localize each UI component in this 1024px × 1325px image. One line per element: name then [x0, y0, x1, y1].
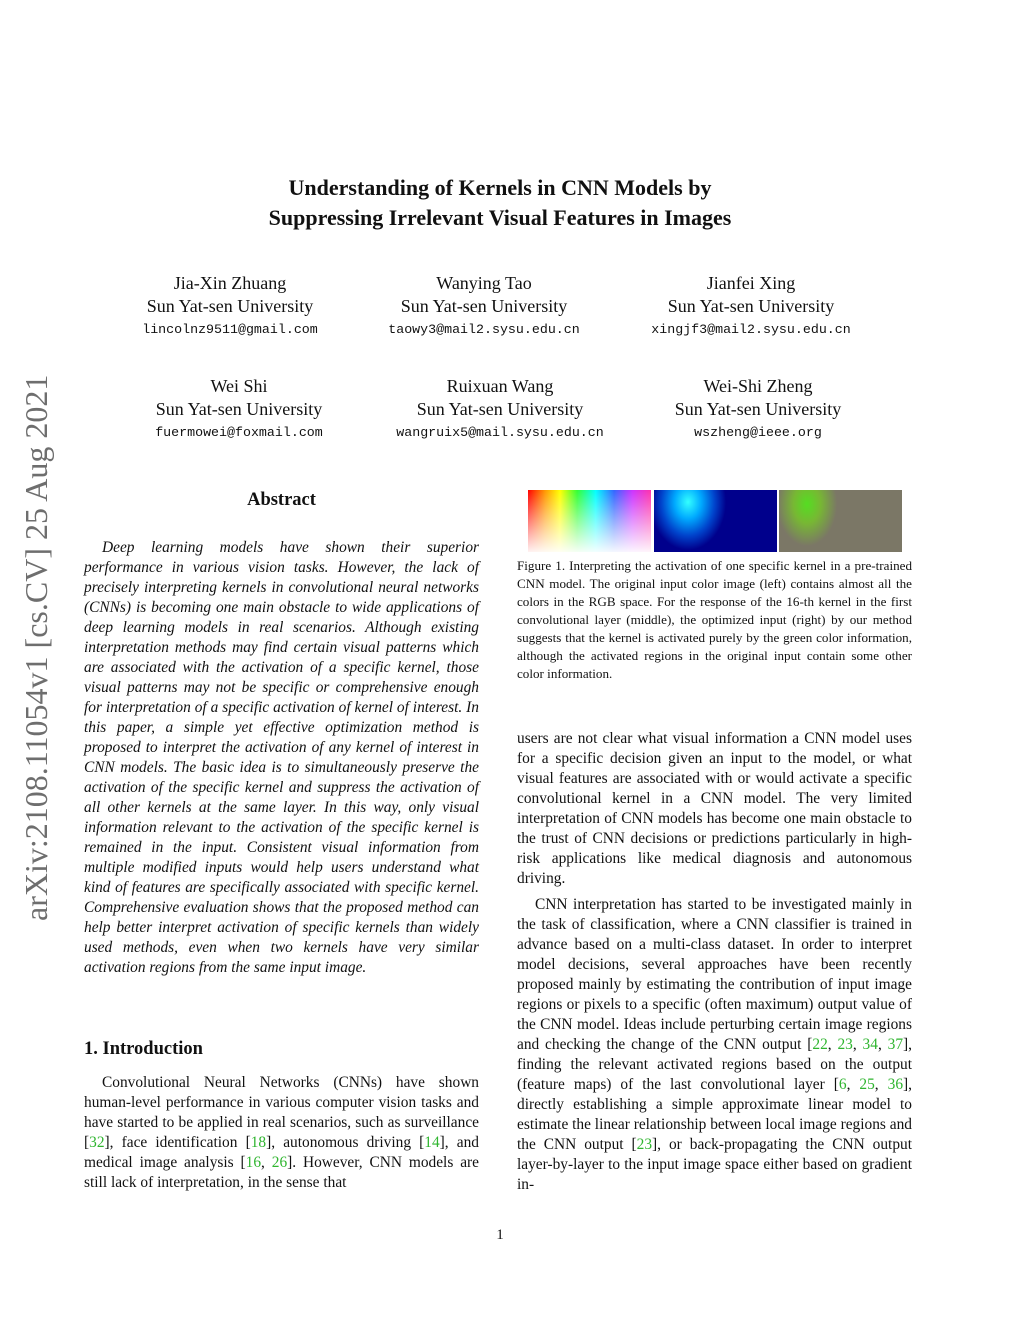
author-email[interactable]: fuermowei@foxmail.com: [155, 425, 323, 440]
abstract-heading: Abstract: [247, 490, 316, 510]
page-number: 1: [496, 1227, 504, 1243]
intro-paragraph: Convolutional Neural Networks (CNNs) have shown human-level performance in various computer vision tasks and have started to be applied in real scenarios, such as surveillance [32], face identification [18], autonomous driving [14], and medical image analysis [16, 26]. However, CNN models are still lack of interpretation, in the sense that: [84, 1074, 479, 1191]
citation-link[interactable]: 22: [812, 1036, 828, 1053]
arxiv-stamp: arXiv:2108.11054v1 [cs.CV] 25 Aug 2021: [18, 374, 54, 921]
citation-link[interactable]: 26: [271, 1154, 288, 1171]
right-column-text: [517, 729, 912, 1195]
figure-caption: Figure 1. Interpreting the activation of one specific kernel in a pre-trained CNN model. The original input color image (left) contains almost all the colors in the RGB space. For the response of the 16-th kernel in the first convolutional layer (middle), the optimized input (right) by our method suggests that the kernel is activated purely by the green color information, although the activated regions in the original input contain some other color information.: [517, 558, 912, 681]
paragraph: users are not clear what visual information a CNN model uses for a specific decision given an input to the model, or what visual features are associated with or would activate a specific convolutional kernel in a CNN model. The very limited interpretation of CNN models has become one main obstacle to the trust of CNN decisions or predictions particularly in high-risk applications like medical diagnosis and autonomous driving.: [517, 730, 912, 887]
author-name: Jianfei Xing: [706, 273, 796, 293]
author-affiliation: Sun Yat-sen University: [400, 296, 568, 316]
citation-link[interactable]: 23: [636, 1136, 653, 1153]
author-block: [380, 375, 620, 440]
intro-heading: 1. Introduction: [84, 1039, 203, 1059]
title-line-2: Suppressing Irrelevant Visual Features in Images: [268, 205, 732, 230]
author-email[interactable]: taowy3@mail2.sysu.edu.cn: [388, 322, 580, 337]
author-name: Ruixuan Wang: [446, 376, 554, 396]
author-block: [364, 272, 604, 337]
author-affiliation: Sun Yat-sen University: [146, 296, 314, 316]
author-affiliation: Sun Yat-sen University: [667, 296, 835, 316]
author-block: [638, 375, 878, 440]
citation-link[interactable]: 25: [859, 1076, 875, 1093]
author-block: [631, 272, 871, 337]
author-block: [119, 375, 359, 440]
paper-title: [0, 173, 1000, 233]
author-block: [110, 272, 350, 337]
author-name: Wanying Tao: [436, 273, 532, 293]
citation-link[interactable]: 16: [245, 1154, 262, 1171]
citation-link[interactable]: 37: [887, 1036, 904, 1053]
citation-link[interactable]: 14: [424, 1134, 440, 1151]
author-email[interactable]: wangruix5@mail.sysu.edu.cn: [396, 425, 604, 440]
figure-kernel-response-image: [654, 490, 777, 552]
paragraph: CNN interpretation has started to be investigated mainly in the task of classification, where a CNN classifier is trained in advance based on a multi-class dataset. In order to interpret model decisions, several approaches have been recently proposed mainly by estimating the contribution of input image regions or pixels to a specific (often maximum) output value of the CNN model. Ideas include perturbing certain image regions and checking the change of the CNN output [22, 23, 34, 37], finding the relevant activated regions based on the output (feature maps) of the last convolutional layer [6, 25, 36], directly establishing a simple approximate linear model to estimate the linear relationship between local image regions and the CNN output [23], or back-propagating the CNN output layer-by-layer to the input image space either based on gradient in-: [517, 896, 913, 1193]
figure-optimized-input-image: [779, 490, 902, 552]
abstract-text: Deep learning models have shown their superior performance in various vision tasks. However, the lack of precisely interpreting kernels in convolutional neural networks (CNNs) is becoming one main obstacle to wide applications of deep learning models in real scenarios. Although existing interpretation methods may find certain visual patterns which are associated with the activation of a specific kernel, those visual patterns may not be specific or comprehensive enough for interpretation of a specific activation of kernel of interest. In this paper, a simple yet effective optimization method is proposed to interpret the activation of any kernel of interest in CNN models. The basic idea is to simultaneously preserve the activation of the specific kernel and suppress the activation of all other kernels at the same layer. In this way, only visual information relevant to the activation of the specific kernel is remained in the input. Consistent visual information from multiple modified inputs would help users understand what kind of features are specifically associated with specific kernel. Comprehensive evaluation shows that the proposed method can help better interpret activation of specific kernels than widely used methods, even when two kernels have very similar activation regions from the same input image.: [84, 539, 479, 976]
citation-link[interactable]: 23: [837, 1036, 853, 1053]
author-name: Jia-Xin Zhuang: [173, 273, 287, 293]
citation-link[interactable]: 32: [89, 1134, 105, 1151]
figure-input-color-image: [528, 490, 651, 552]
citation-link[interactable]: 36: [887, 1076, 904, 1093]
author-email[interactable]: lincolnz9511@gmail.com: [142, 322, 318, 337]
author-affiliation: Sun Yat-sen University: [674, 399, 842, 419]
author-email[interactable]: xingjf3@mail2.sysu.edu.cn: [651, 322, 851, 337]
author-affiliation: Sun Yat-sen University: [416, 399, 584, 419]
citation-link[interactable]: 18: [250, 1134, 267, 1151]
author-affiliation: Sun Yat-sen University: [155, 399, 323, 419]
author-name: Wei-Shi Zheng: [703, 376, 813, 396]
citation-link[interactable]: 34: [862, 1036, 878, 1053]
title-line-1: Understanding of Kernels in CNN Models by: [288, 175, 712, 200]
citation-link[interactable]: 6: [838, 1076, 847, 1093]
author-name: Wei Shi: [210, 376, 268, 396]
author-email[interactable]: wszheng@ieee.org: [694, 425, 822, 440]
